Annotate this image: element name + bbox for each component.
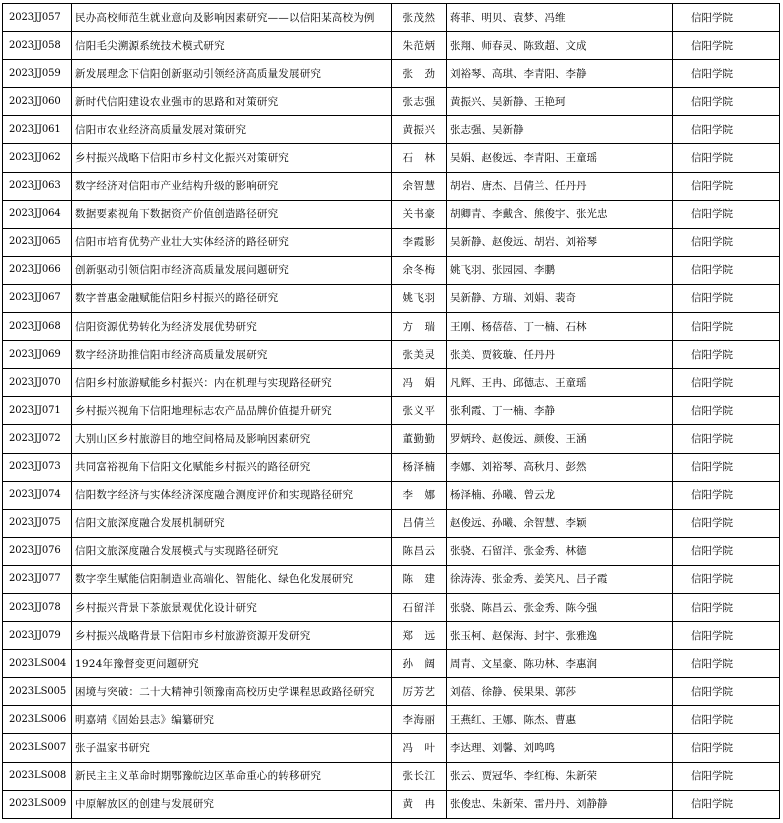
project-title-cell: 张子温家书研究 [72,734,392,762]
project-unit-cell: 信阳学院 [673,537,780,565]
project-unit-cell: 信阳学院 [673,762,780,790]
table-row [3,425,780,453]
project-id-cell: 2023JJ063 [3,172,72,200]
project-members-cell: 刘裕琴、高琪、李青阳、李静 [447,60,673,88]
table-row [3,256,780,284]
project-title-cell: 创新驱动引领信阳市经济高质量发展问题研究 [72,256,392,284]
table-row [3,706,780,734]
table-row [3,144,780,172]
project-leader-cell: 李海丽 [392,706,447,734]
project-unit-cell: 信阳学院 [673,622,780,650]
project-leader-cell: 陈昌云 [392,537,447,565]
project-title-cell: 信阳毛尖溯源系统技术模式研究 [72,32,392,60]
project-id-cell: 2023JJ074 [3,481,72,509]
project-id-cell: 2023JJ065 [3,228,72,256]
table-row [3,593,780,621]
project-unit-cell: 信阳学院 [673,256,780,284]
project-leader-cell: 杨泽楠 [392,453,447,481]
project-leader-cell: 李霞影 [392,228,447,256]
table-row [3,369,780,397]
project-unit-cell: 信阳学院 [673,593,780,621]
project-unit-cell: 信阳学院 [673,313,780,341]
project-members-cell: 罗炳玲、赵俊远、颜俊、王涵 [447,425,673,453]
project-title-cell: 中原解放区的创建与发展研究 [72,790,392,818]
project-unit-cell: 信阳学院 [673,369,780,397]
project-members-cell: 姚飞羽、张园园、李鹏 [447,256,673,284]
project-title-cell: 数字普惠金融赋能信阳乡村振兴的路径研究 [72,284,392,312]
table-row [3,172,780,200]
project-members-cell: 张志强、吴新静 [447,116,673,144]
project-unit-cell: 信阳学院 [673,481,780,509]
project-members-cell: 王刚、杨蓓蓓、丁一楠、石林 [447,313,673,341]
project-leader-cell: 余冬梅 [392,256,447,284]
project-leader-cell: 张茂然 [392,4,447,32]
table-row [3,284,780,312]
project-members-cell: 张玉柯、赵保海、封宇、张雅逸 [447,622,673,650]
project-leader-cell: 姚飞羽 [392,284,447,312]
project-leader-cell: 余智慧 [392,172,447,200]
project-members-cell: 李娜、刘裕琴、高秋月、彭然 [447,453,673,481]
project-title-cell: 1924年豫督变更问题研究 [72,650,392,678]
project-leader-cell: 关书豪 [392,200,447,228]
table-row [3,565,780,593]
project-unit-cell: 信阳学院 [673,565,780,593]
project-members-cell: 张美、贾筱璇、任丹丹 [447,341,673,369]
project-leader-cell: 冯 叶 [392,734,447,762]
project-members-cell: 胡卿青、李戴含、熊俊宇、张光忠 [447,200,673,228]
project-members-cell: 李达理、刘馨、刘鸣鸣 [447,734,673,762]
project-leader-cell: 石留洋 [392,593,447,621]
project-members-cell: 吴新静、方瑞、刘娟、裴奇 [447,284,673,312]
project-id-cell: 2023JJ061 [3,116,72,144]
project-leader-cell: 朱范炳 [392,32,447,60]
project-unit-cell: 信阳学院 [673,144,780,172]
project-members-cell: 王燕红、王娜、陈杰、曹惠 [447,706,673,734]
project-unit-cell: 信阳学院 [673,453,780,481]
project-leader-cell: 方 瑞 [392,313,447,341]
table-row [3,790,780,818]
project-leader-cell: 孙 阔 [392,650,447,678]
project-unit-cell: 信阳学院 [673,734,780,762]
project-id-cell: 2023JJ064 [3,200,72,228]
project-table [2,3,780,819]
project-members-cell: 蒋菲、明贝、袁梦、冯维 [447,4,673,32]
table-row [3,734,780,762]
project-id-cell: 2023LS006 [3,706,72,734]
project-title-cell: 困境与突破：二十大精神引领豫南高校历史学课程思政路径研究 [72,678,392,706]
project-title-cell: 民办高校师范生就业意向及影响因素研究——以信阳某高校为例 [72,4,392,32]
table-row [3,622,780,650]
project-id-cell: 2023LS009 [3,790,72,818]
project-title-cell: 新发展理念下信阳创新驱动引领经济高质量发展研究 [72,60,392,88]
table-row [3,678,780,706]
project-title-cell: 信阳文旅深度融合发展模式与实现路径研究 [72,537,392,565]
project-title-cell: 新民主主义革命时期鄂豫皖边区革命重心的转移研究 [72,762,392,790]
project-id-cell: 2023JJ062 [3,144,72,172]
project-id-cell: 2023LS004 [3,650,72,678]
project-title-cell: 乡村振兴战略下信阳市乡村文化振兴对策研究 [72,144,392,172]
project-members-cell: 张骁、石留洋、张金秀、林德 [447,537,673,565]
project-leader-cell: 黄振兴 [392,116,447,144]
project-leader-cell: 冯 娟 [392,369,447,397]
project-members-cell: 吴新静、赵俊远、胡岩、刘裕琴 [447,228,673,256]
project-id-cell: 2023JJ073 [3,453,72,481]
table-row [3,228,780,256]
project-id-cell: 2023JJ069 [3,341,72,369]
project-leader-cell: 张志强 [392,88,447,116]
project-unit-cell: 信阳学院 [673,4,780,32]
project-title-cell: 数据要素视角下数据资产价值创造路径研究 [72,200,392,228]
project-members-cell: 徐涛涛、张金秀、姜笑凡、吕子霞 [447,565,673,593]
table-body [3,4,780,819]
project-leader-cell: 李 娜 [392,481,447,509]
project-title-cell: 数字经济助推信阳市经济高质量发展研究 [72,341,392,369]
project-leader-cell: 张美灵 [392,341,447,369]
project-id-cell: 2023LS008 [3,762,72,790]
project-id-cell: 2023JJ067 [3,284,72,312]
project-id-cell: 2023JJ058 [3,32,72,60]
project-unit-cell: 信阳学院 [673,88,780,116]
project-members-cell: 赵俊远、孙曦、余智慧、李颖 [447,509,673,537]
project-title-cell: 大别山区乡村旅游目的地空间格局及影响因素研究 [72,425,392,453]
project-id-cell: 2023JJ077 [3,565,72,593]
project-unit-cell: 信阳学院 [673,341,780,369]
project-unit-cell: 信阳学院 [673,200,780,228]
project-id-cell: 2023LS005 [3,678,72,706]
project-title-cell: 信阳市农业经济高质量发展对策研究 [72,116,392,144]
project-id-cell: 2023JJ078 [3,593,72,621]
project-leader-cell: 郑 远 [392,622,447,650]
project-leader-cell: 张长江 [392,762,447,790]
project-members-cell: 凡辉、王冉、邱德志、王童瑶 [447,369,673,397]
project-title-cell: 信阳市培育优势产业壮大实体经济的路径研究 [72,228,392,256]
table-row [3,200,780,228]
project-title-cell: 共同富裕视角下信阳文化赋能乡村振兴的路径研究 [72,453,392,481]
project-members-cell: 吴娟、赵俊远、李青阳、王童瑶 [447,144,673,172]
project-members-cell: 刘蓓、徐静、侯果果、郭莎 [447,678,673,706]
project-leader-cell: 张 劲 [392,60,447,88]
project-title-cell: 明嘉靖《固始县志》编纂研究 [72,706,392,734]
table-row [3,313,780,341]
project-members-cell: 张翔、师春灵、陈致超、文成 [447,32,673,60]
project-title-cell: 数字经济对信阳市产业结构升级的影响研究 [72,172,392,200]
project-unit-cell: 信阳学院 [673,790,780,818]
table-row [3,509,780,537]
table-row [3,116,780,144]
project-leader-cell: 厉芳艺 [392,678,447,706]
project-title-cell: 乡村振兴背景下茶旅景观优化设计研究 [72,593,392,621]
project-id-cell: 2023JJ072 [3,425,72,453]
project-leader-cell: 董勤勤 [392,425,447,453]
project-id-cell: 2023JJ060 [3,88,72,116]
project-leader-cell: 张义平 [392,397,447,425]
project-title-cell: 数字孪生赋能信阳制造业高端化、智能化、绿色化发展研究 [72,565,392,593]
project-unit-cell: 信阳学院 [673,650,780,678]
project-unit-cell: 信阳学院 [673,32,780,60]
table-row [3,32,780,60]
project-members-cell: 周青、文星豪、陈功林、李惠润 [447,650,673,678]
project-id-cell: 2023JJ070 [3,369,72,397]
project-title-cell: 乡村振兴战略背景下信阳市乡村旅游资源开发研究 [72,622,392,650]
project-leader-cell: 黄 冉 [392,790,447,818]
project-id-cell: 2023JJ075 [3,509,72,537]
project-leader-cell: 陈 建 [392,565,447,593]
table-row [3,88,780,116]
project-leader-cell: 石 林 [392,144,447,172]
project-unit-cell: 信阳学院 [673,678,780,706]
project-members-cell: 张骁、陈昌云、张金秀、陈今强 [447,593,673,621]
project-unit-cell: 信阳学院 [673,284,780,312]
table-row [3,650,780,678]
project-id-cell: 2023JJ068 [3,313,72,341]
table-row [3,341,780,369]
project-title-cell: 信阳数字经济与实体经济深度融合测度评价和实现路径研究 [72,481,392,509]
project-members-cell: 张俊忠、朱新荣、雷丹丹、刘静静 [447,790,673,818]
table-row [3,537,780,565]
project-title-cell: 信阳文旅深度融合发展机制研究 [72,509,392,537]
project-id-cell: 2023JJ066 [3,256,72,284]
project-title-cell: 信阳资源优势转化为经济发展优势研究 [72,313,392,341]
project-unit-cell: 信阳学院 [673,706,780,734]
project-title-cell: 信阳乡村旅游赋能乡村振兴：内在机理与实现路径研究 [72,369,392,397]
project-leader-cell: 吕倩兰 [392,509,447,537]
project-unit-cell: 信阳学院 [673,509,780,537]
project-id-cell: 2023JJ071 [3,397,72,425]
project-members-cell: 张云、贾冠华、李红梅、朱新荣 [447,762,673,790]
table-row [3,4,780,32]
project-id-cell: 2023LS007 [3,734,72,762]
project-id-cell: 2023JJ076 [3,537,72,565]
project-title-cell: 乡村振兴视角下信阳地理标志农产品品牌价值提升研究 [72,397,392,425]
project-unit-cell: 信阳学院 [673,397,780,425]
table-row [3,481,780,509]
project-members-cell: 胡岩、唐杰、吕倩兰、任丹丹 [447,172,673,200]
project-title-cell: 新时代信阳建设农业强市的思路和对策研究 [72,88,392,116]
project-members-cell: 杨泽楠、孙曦、曾云龙 [447,481,673,509]
table-row [3,60,780,88]
table-row [3,453,780,481]
project-unit-cell: 信阳学院 [673,425,780,453]
project-id-cell: 2023JJ057 [3,4,72,32]
project-unit-cell: 信阳学院 [673,228,780,256]
table-row [3,397,780,425]
project-unit-cell: 信阳学院 [673,116,780,144]
project-members-cell: 张利霞、丁一楠、李静 [447,397,673,425]
table-row [3,762,780,790]
project-unit-cell: 信阳学院 [673,60,780,88]
project-unit-cell: 信阳学院 [673,172,780,200]
project-id-cell: 2023JJ059 [3,60,72,88]
project-id-cell: 2023JJ079 [3,622,72,650]
project-members-cell: 黄振兴、吴新静、王艳珂 [447,88,673,116]
